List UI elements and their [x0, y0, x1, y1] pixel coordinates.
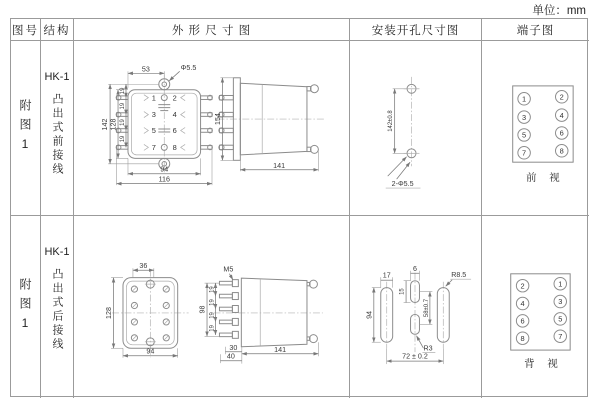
dim-94: 94 [160, 165, 169, 174]
row1-fig-no-cell [11, 41, 41, 216]
term-l2: 4 [520, 299, 525, 309]
front-terminal-3: 3 [151, 110, 156, 120]
front-terminal-7: 7 [151, 143, 156, 153]
term-r4: 8 [559, 146, 564, 156]
dimension-table [10, 18, 588, 397]
dim-gap-2: 19 [209, 299, 216, 306]
dim-gap-3: 19 [209, 312, 216, 319]
front-terminal-6: 6 [172, 126, 177, 136]
header-outline-dims: 外 形 尺 寸 图 [74, 19, 350, 41]
term-r3: 6 [559, 128, 564, 138]
row2-outline-drawing [74, 216, 349, 397]
front-view [112, 270, 189, 358]
row2-structure-cell [41, 216, 74, 398]
row1-view-caption: 前 视 [526, 173, 565, 185]
row2-mounting-cell [350, 216, 482, 398]
term-l4: 8 [520, 333, 525, 343]
dim-36: 36 [139, 262, 148, 271]
unit-label: 单位：mm [532, 5, 586, 17]
dim-72-02: 72 ± 0.2 [402, 352, 428, 361]
term-r2: 4 [559, 110, 564, 120]
header-mounting-dims: 安装开孔尺寸图 [350, 19, 482, 41]
dim-142: 142 [101, 118, 110, 131]
dim-gap-1: 19 [209, 286, 216, 293]
dim-142-08: 142±0.8 [388, 110, 395, 132]
term-r4: 7 [558, 331, 563, 341]
row1-fig-no: 附图1 [18, 98, 32, 158]
header-terminal-diagram: 端子图 [482, 19, 589, 41]
row1-mounting-drawing [350, 41, 481, 215]
term-r1: 2 [559, 92, 564, 102]
row2-model: HK-1 [44, 246, 70, 258]
mounting-dimensions [386, 89, 421, 188]
row2-structure: 凸出式后接线 [51, 268, 63, 352]
front-view-dimensions [105, 262, 178, 358]
front-view [116, 75, 212, 172]
row2-fig-no-cell [11, 216, 41, 398]
row1-structure-cell [41, 41, 74, 216]
row1-terminal-cell [482, 41, 589, 216]
rear-studs [219, 280, 238, 339]
dim-128: 128 [105, 306, 114, 319]
dim-hole: Φ5.5 [180, 63, 197, 72]
dim-r85: R8.5 [451, 271, 467, 280]
dim-141: 141 [274, 345, 287, 354]
side-view-dimensions [214, 78, 318, 171]
term-l3: 6 [520, 316, 525, 326]
front-terminal-8: 8 [172, 143, 177, 153]
row2-mounting-drawing [350, 216, 481, 397]
row2-view-caption: 背 视 [524, 358, 563, 370]
side-view [213, 278, 322, 347]
row2-outline-cell [74, 216, 350, 398]
dim-154: 154 [213, 113, 222, 126]
term-r1: 1 [558, 279, 563, 289]
row1-model: HK-1 [44, 71, 70, 83]
dim-gap-4: 19 [120, 135, 127, 143]
term-l1: 2 [520, 281, 525, 291]
dim-40: 40 [226, 352, 235, 361]
front-terminal-5: 5 [151, 126, 156, 136]
dim-98: 98 [198, 305, 207, 314]
dim-r3: R3 [423, 344, 433, 353]
row1-terminal-drawing [482, 41, 588, 215]
dim-gap-4: 19 [209, 325, 216, 332]
term-l1: 1 [522, 94, 527, 104]
dim-141: 141 [273, 161, 286, 170]
dim-15: 15 [399, 288, 406, 295]
dim-6: 6 [413, 264, 417, 273]
row1-outline-drawing [74, 41, 349, 215]
side-view [217, 78, 324, 161]
dim-gap-1: 19 [120, 87, 127, 95]
front-terminal-2: 2 [172, 93, 177, 103]
term-l4: 7 [522, 148, 527, 158]
dim-gap-3: 19 [120, 119, 127, 126]
row2-terminal-cell [482, 216, 589, 398]
front-view-dimensions [101, 64, 212, 185]
dim-17: 17 [382, 271, 391, 280]
header-structure: 结构 [41, 19, 74, 41]
row2-terminal-drawing [482, 216, 588, 397]
dim-gap-2: 19 [120, 102, 127, 110]
dim-116: 116 [158, 175, 170, 184]
row2-fig-no: 附图1 [18, 277, 32, 337]
dim-30: 30 [229, 343, 238, 352]
row1-structure: 凸出式前接线 [51, 93, 63, 177]
front-terminal-4: 4 [172, 110, 177, 120]
term-l3: 5 [522, 130, 527, 140]
term-r2: 3 [558, 297, 563, 307]
front-terminal-1: 1 [151, 93, 156, 103]
row1-mounting-cell [350, 41, 482, 216]
term-l2: 3 [522, 112, 527, 122]
dim-58-07: 58±0.7 [423, 298, 430, 318]
dim-2xholes: 2-Φ5.5 [391, 180, 414, 189]
dim-m5: M5 [223, 265, 234, 274]
dim-128: 128 [109, 118, 118, 131]
term-r3: 5 [558, 314, 563, 324]
header-fig-no: 图号 [11, 19, 41, 41]
dim-94: 94 [146, 347, 155, 356]
dim-53: 53 [141, 65, 150, 74]
dim-94: 94 [365, 310, 374, 319]
row1-outline-cell [74, 41, 350, 216]
